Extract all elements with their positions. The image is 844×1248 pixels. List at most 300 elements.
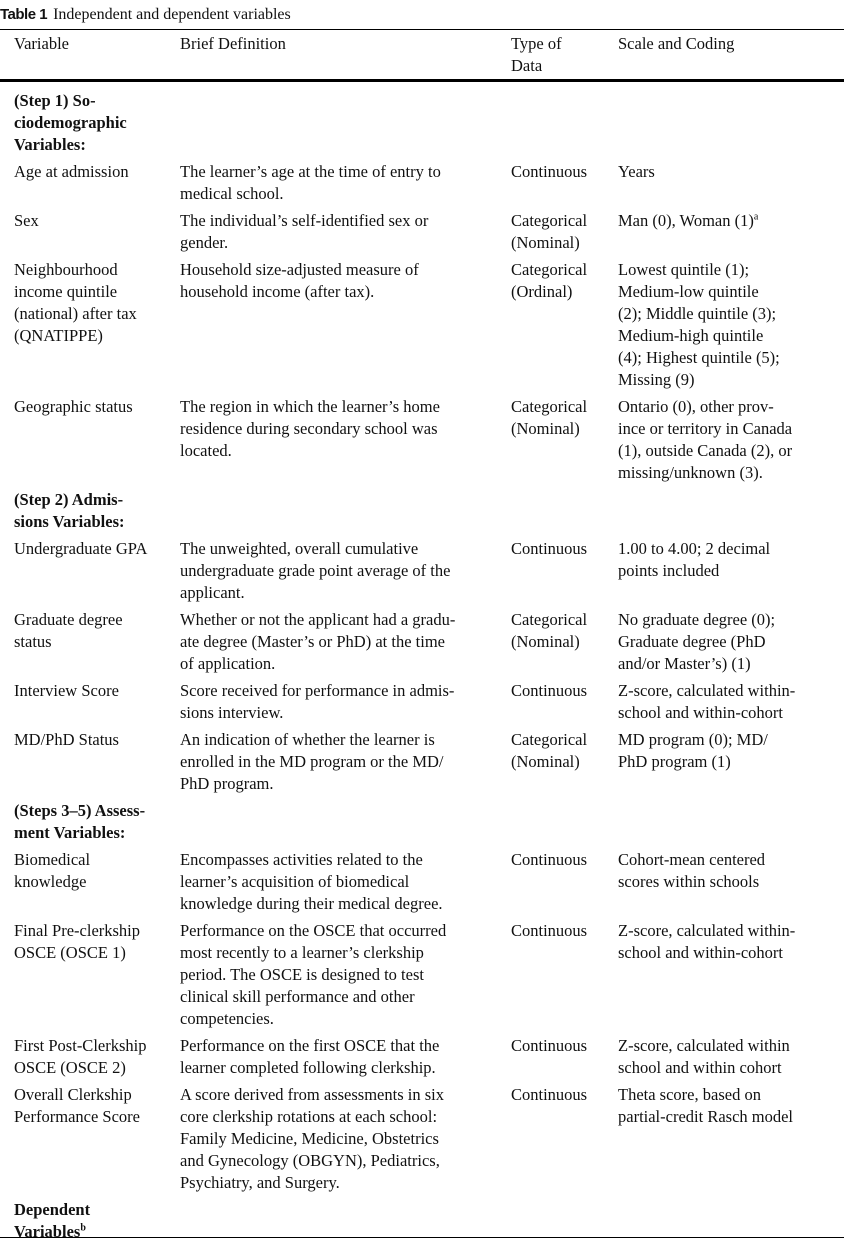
variable-cell [0,489,180,538]
definition-text: gender. [180,233,229,252]
variable-cell [0,33,180,80]
definition-text: learner completed following clerkship. [180,1058,436,1077]
scale-line [618,281,844,303]
type-line [511,920,618,942]
definition-line [180,1057,511,1079]
definition-cell [180,161,511,210]
type-text: (Nominal) [511,419,580,438]
definition-line [180,871,511,893]
definition-line [180,1128,511,1150]
table-row [0,609,844,680]
definition-cell [180,80,511,161]
variable-text: Biomedical [14,850,91,869]
variable-line [14,134,180,156]
variable-text: Final Pre-clerkship [14,921,141,940]
type-cell [511,161,618,210]
variable-cell [0,1084,180,1199]
definition-text: knowledge during their medical degree. [180,894,443,913]
definition-text: The unweighted, overall cumulative [180,539,419,558]
variable-cell [0,396,180,489]
type-line [511,729,618,751]
variable-line [14,871,180,893]
variable-text: ciodemographic [14,113,127,132]
variable-text: (Step 1) So- [14,91,96,110]
table-title: Independent and dependent variables [53,6,291,23]
scale-line [618,1084,844,1106]
scale-line [618,871,844,893]
variable-cell [0,259,180,396]
definition-text: learner’s acquisition of biomedical [180,872,410,891]
type-line [511,259,618,281]
definition-line [180,210,511,232]
definition-line [180,1035,511,1057]
definition-line [180,259,511,281]
scale-cell [618,259,844,396]
scale-line [618,560,844,582]
scale-text: No graduate degree (0); [618,610,776,629]
definition-text: ate degree (Master’s or PhD) at the time [180,632,445,651]
variable-line [14,631,180,653]
table-row [0,210,844,259]
variable-text: (Steps 3–5) Assess- [14,801,146,820]
variable-text: Variable [14,34,69,53]
type-text: (Ordinal) [511,282,573,301]
type-line [511,161,618,183]
type-text: Categorical [511,260,588,279]
variable-text: Performance Score [14,1107,140,1126]
definition-line [180,396,511,418]
section-header-row [0,80,844,161]
variable-text: OSCE (OSCE 2) [14,1058,126,1077]
variable-line [14,1035,180,1057]
type-cell [511,849,618,920]
scale-text: Z-score, calculated within- [618,921,796,940]
definition-text: PhD program. [180,774,274,793]
definition-line [180,920,511,942]
footnote-marker: b [80,1222,86,1234]
definition-text: of application. [180,654,276,673]
table-row [0,1035,844,1084]
definition-cell [180,210,511,259]
scale-text: Z-score, calculated within [618,1036,790,1055]
variable-text: Graduate degree [14,610,123,629]
variable-line [14,210,180,232]
variable-cell [0,849,180,920]
definition-cell [180,259,511,396]
variable-line [14,511,180,533]
definition-text: Family Medicine, Medicine, Obstetrics [180,1129,439,1148]
variable-cell [0,538,180,609]
definition-text: and Gynecology (OBGYN), Pediatrics, [180,1151,440,1170]
variable-text: (QNATIPPE) [14,326,103,345]
definition-line [180,538,511,560]
type-line [511,210,618,232]
type-line [511,1084,618,1106]
section-header-row [0,800,844,849]
variable-line [14,489,180,511]
variable-line [14,920,180,942]
type-text: Continuous [511,681,588,700]
variable-text: Geographic status [14,397,133,416]
definition-text: Performance on the first OSCE that the [180,1036,440,1055]
variable-line [14,849,180,871]
definition-line [180,582,511,604]
scale-line [618,462,844,484]
definition-text: enrolled in the MD program or the MD/ [180,752,444,771]
scale-line [618,369,844,391]
definition-cell [180,1035,511,1084]
scale-text: Cohort-mean centered [618,850,766,869]
definition-text: household income (after tax). [180,282,375,301]
variable-cell [0,161,180,210]
type-cell [511,920,618,1035]
definition-cell [180,680,511,729]
scale-text: (2); Middle quintile (3); [618,304,777,323]
scale-text: PhD program (1) [618,752,731,771]
definition-text: residence during secondary school was [180,419,438,438]
type-cell [511,80,618,161]
definition-text: period. The OSCE is designed to test [180,965,424,984]
scale-line [618,1057,844,1079]
scale-line [618,396,844,418]
variable-text: (Step 2) Admis- [14,490,124,509]
top-rule [0,29,844,30]
variable-line [14,680,180,702]
scale-cell [618,609,844,680]
variable-text: Variables: [14,135,86,154]
type-text: Categorical [511,730,588,749]
definition-line [180,893,511,915]
variable-line [14,259,180,281]
scale-text: Medium-high quintile [618,326,764,345]
table-header-row [0,33,844,80]
scale-text: scores within schools [618,872,760,891]
scale-line [618,33,844,55]
type-text: Categorical [511,397,588,416]
scale-text: Ontario (0), other prov- [618,397,774,416]
scale-text: Missing (9) [618,370,695,389]
definition-cell [180,1084,511,1199]
variable-cell [0,680,180,729]
scale-line [618,1106,844,1128]
scale-line [618,440,844,462]
variable-line [14,1057,180,1079]
type-line [511,631,618,653]
definition-line [180,964,511,986]
scale-cell [618,729,844,800]
scale-line [618,325,844,347]
type-cell [511,729,618,800]
variable-cell [0,1035,180,1084]
type-line [511,751,618,773]
definition-line [180,609,511,631]
table-row [0,259,844,396]
variable-text: (national) after tax [14,304,137,323]
scale-text: school and within-cohort [618,703,783,722]
definition-cell [180,33,511,80]
scale-line [618,729,844,751]
variable-cell [0,729,180,800]
scale-cell [618,1084,844,1199]
definition-cell [180,729,511,800]
table-caption [0,6,291,24]
variable-line [14,33,180,55]
scale-line [618,538,844,560]
definition-line [180,33,511,55]
variable-line [14,325,180,347]
scale-text: Man (0), Woman (1) [618,211,754,230]
type-text: (Nominal) [511,752,580,771]
scale-cell [618,210,844,259]
type-text: Categorical [511,610,588,629]
scale-line [618,303,844,325]
type-line [511,232,618,254]
scale-text: and/or Master’s) (1) [618,654,751,673]
type-line [511,281,618,303]
definition-cell [180,800,511,849]
type-cell [511,1084,618,1199]
definition-text: Whether or not the applicant had a gradu- [180,610,456,629]
variable-line [14,161,180,183]
type-line [511,396,618,418]
scale-cell [618,680,844,729]
definition-text: An indication of whether the learner is [180,730,435,749]
type-text: Continuous [511,1036,588,1055]
type-text: (Nominal) [511,233,580,252]
type-cell [511,538,618,609]
definition-text: Psychiatry, and Surgery. [180,1173,340,1192]
scale-text: Lowest quintile (1); [618,260,750,279]
table-row [0,538,844,609]
variable-line [14,1084,180,1106]
scale-cell [618,1035,844,1084]
type-line [511,55,618,77]
definition-text: Household size-adjusted measure of [180,260,419,279]
scale-text: school and within-cohort [618,943,783,962]
type-text: Continuous [511,539,588,558]
table-row [0,729,844,800]
variable-line [14,729,180,751]
scale-line [618,1035,844,1057]
definition-line [180,281,511,303]
definition-line [180,942,511,964]
type-cell [511,800,618,849]
scale-line [618,631,844,653]
type-line [511,538,618,560]
type-text: (Nominal) [511,632,580,651]
scale-line [618,210,844,232]
variable-cell [0,80,180,161]
type-line [511,33,618,55]
scale-cell [618,161,844,210]
scale-text: Graduate degree (PhD [618,632,766,651]
type-text: Categorical [511,211,588,230]
scale-cell [618,33,844,80]
type-text: Continuous [511,1085,588,1104]
variable-line [14,90,180,112]
variable-text: knowledge [14,872,87,891]
definition-text: medical school. [180,184,284,203]
definition-text: Brief Definition [180,34,286,53]
scale-line [618,161,844,183]
definition-line [180,1106,511,1128]
scale-text: partial-credit Rasch model [618,1107,794,1126]
variable-line [14,942,180,964]
definition-line [180,986,511,1008]
type-cell [511,396,618,489]
scale-line [618,347,844,369]
variable-text: Overall Clerkship [14,1085,132,1104]
type-line [511,1035,618,1057]
variable-line [14,396,180,418]
scale-line [618,418,844,440]
scale-text: Z-score, calculated within- [618,681,796,700]
type-text: Continuous [511,921,588,940]
scale-text: school and within cohort [618,1058,782,1077]
type-line [511,849,618,871]
variable-text: Neighbourhood [14,260,118,279]
table-row [0,680,844,729]
variable-line [14,281,180,303]
definition-line [180,1084,511,1106]
definition-cell [180,538,511,609]
variable-line [14,1221,180,1243]
type-cell [511,609,618,680]
variable-line [14,538,180,560]
scale-cell [618,800,844,849]
type-cell [511,1035,618,1084]
scale-text: points included [618,561,720,580]
scale-cell [618,538,844,609]
definition-text: located. [180,441,232,460]
table-row [0,161,844,210]
type-cell [511,680,618,729]
definition-line [180,161,511,183]
definition-text: Performance on the OSCE that occurred [180,921,447,940]
definition-line [180,1008,511,1030]
definition-cell [180,609,511,680]
scale-text: missing/unknown (3). [618,463,763,482]
definition-text: most recently to a learner’s clerkship [180,943,424,962]
variable-text: Interview Score [14,681,119,700]
scale-cell [618,80,844,161]
variable-text: Undergraduate GPA [14,539,148,558]
definition-line [180,680,511,702]
definition-text: applicant. [180,583,245,602]
variable-cell [0,920,180,1035]
variable-text: Age at admission [14,162,129,181]
type-cell [511,489,618,538]
scale-line [618,702,844,724]
scale-line [618,751,844,773]
definition-text: sions interview. [180,703,284,722]
table-label: Table 1 [0,6,48,23]
variable-line [14,112,180,134]
variable-cell [0,800,180,849]
definition-line [180,773,511,795]
variable-text: Dependent [14,1200,91,1219]
definition-line [180,232,511,254]
definition-cell [180,489,511,538]
variable-text: Sex [14,211,39,230]
variable-text: MD/PhD Status [14,730,119,749]
scale-line [618,942,844,964]
variable-line [14,609,180,631]
definition-line [180,702,511,724]
definition-line [180,729,511,751]
scale-text: Scale and Coding [618,34,735,53]
table-row [0,849,844,920]
table-row [0,1084,844,1199]
variable-text: First Post-Clerkship [14,1036,147,1055]
variable-cell [0,210,180,259]
variable-line [14,303,180,325]
scale-text: 1.00 to 4.00; 2 decimal [618,539,771,558]
scale-line [618,680,844,702]
definition-text: core clerkship rotations at each school: [180,1107,438,1126]
definition-line [180,1150,511,1172]
variable-line [14,1199,180,1221]
table-row [0,396,844,489]
definition-text: undergraduate grade point average of the [180,561,451,580]
variable-line [14,822,180,844]
definition-text: Score received for performance in admis- [180,681,455,700]
variable-text: status [14,632,52,651]
definition-cell [180,920,511,1035]
variable-text: OSCE (OSCE 1) [14,943,126,962]
definition-line [180,1172,511,1194]
definition-line [180,751,511,773]
footnote-marker: a [753,211,759,223]
scale-cell [618,396,844,489]
type-text: Continuous [511,162,588,181]
definition-line [180,653,511,675]
type-text: Type of [511,34,562,53]
scale-text: (1), outside Canada (2), or [618,441,793,460]
type-line [511,609,618,631]
definition-cell [180,396,511,489]
definition-text: The region in which the learner’s home [180,397,440,416]
variable-cell [0,609,180,680]
type-cell [511,210,618,259]
variable-text: ment Variables: [14,823,126,842]
type-cell [511,259,618,396]
scale-cell [618,920,844,1035]
type-text: Continuous [511,850,588,869]
scale-text: Years [618,162,655,181]
definition-text: A score derived from assessments in six [180,1085,444,1104]
definition-line [180,183,511,205]
definition-text: The learner’s age at the time of entry to [180,162,441,181]
scale-text: Theta score, based on [618,1085,761,1104]
scale-text: (4); Highest quintile (5); [618,348,780,367]
definition-text: The individual’s self-identified sex or [180,211,429,230]
table-row [0,920,844,1035]
type-line [511,418,618,440]
variable-text: income quintile [14,282,118,301]
variable-text: Variables [14,1222,81,1241]
type-text: Data [511,56,543,75]
definition-cell [180,849,511,920]
type-cell [511,33,618,80]
definition-line [180,418,511,440]
definition-line [180,849,511,871]
scale-line [618,259,844,281]
section-header-row [0,489,844,538]
variables-table [0,33,844,1248]
definition-line [180,631,511,653]
scale-line [618,849,844,871]
